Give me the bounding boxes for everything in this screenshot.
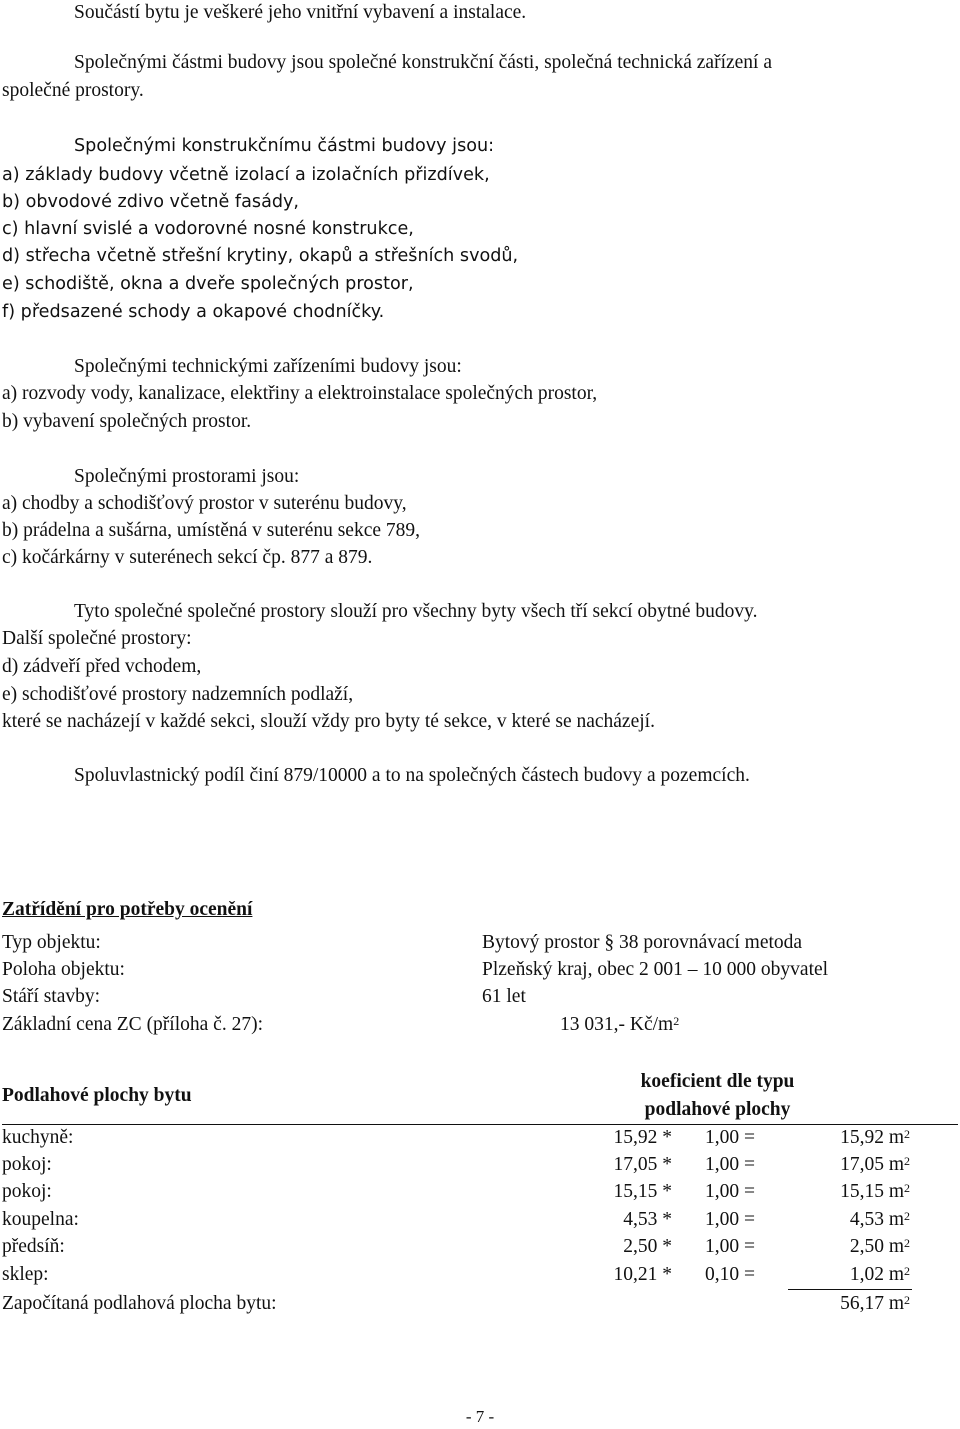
room-result: 17,05 $m^2$ [840, 1154, 910, 1175]
zatrideni-heading: Zatřídění pro potřeby ocenění [2, 899, 253, 920]
room-area: 4,53 * [623, 1209, 672, 1230]
paragraph-spoluvlastnicky-podil: Spoluvlastnický podíl činí 879/10000 a to na společných částech budovy a pozemcích. [74, 765, 750, 786]
room-result: 15,15 $m^2$ [840, 1181, 910, 1202]
sum-rule [788, 1289, 912, 1290]
poloha-objektu-label: Poloha objektu: [2, 959, 125, 980]
konstrukce-item: c) hlavní svislé a vodorovné nosné konstrukce, [2, 219, 414, 239]
room-area: 17,05 * [613, 1154, 672, 1175]
paragraph-ktere-se-nachazeji: které se nacházejí v každé sekci, slouží vždy pro byty té sekce, v které se nacházejí. [2, 711, 655, 732]
prostory-title: Společnými prostorami jsou: [74, 466, 300, 487]
room-name: sklep: [2, 1264, 49, 1285]
konstrukce-item: d) střecha včetně střešní krytiny, okapů a střešních svodů, [2, 246, 519, 266]
konstrukce-item: e) schodiště, okna a dveře společných prostor, [2, 274, 414, 294]
prostory-item: a) chodby a schodišťový prostor v suterénu budovy, [2, 493, 407, 514]
table-header-rule [2, 1124, 958, 1125]
stari-stavby-label: Stáří stavby: [2, 986, 101, 1007]
plochy-header-coef-line1: koeficient dle typu [640, 1071, 795, 1092]
zakladni-cena-label: Základní cena ZC (příloha č. 27): [2, 1014, 263, 1035]
konstrukce-item: a) základy budovy včetně izolací a izolačních přizdívek, [2, 165, 490, 185]
room-name: koupelna: [2, 1209, 79, 1230]
total-label: Započítaná podlahová plocha bytu: [2, 1293, 277, 1314]
poloha-objektu-value: Plzeňský kraj, obec 2 001 – 10 000 obyvatel [482, 959, 829, 980]
room-coefficient: 1,00 = [705, 1181, 755, 1202]
technicka-zarizeni-item: b) vybavení společných prostor. [2, 411, 252, 432]
typ-objektu-value: Bytový prostor § 38 porovnávací metoda [482, 932, 803, 953]
plochy-header-coef-line2: podlahové plochy [644, 1099, 791, 1120]
room-coefficient: 1,00 = [705, 1127, 755, 1148]
konstrukce-item: b) obvodové zdivo včetně fasády, [2, 192, 300, 212]
typ-objektu-label: Typ objektu: [2, 932, 101, 953]
room-result: 1,02 $m^2$ [849, 1264, 910, 1285]
plochy-header-left: Podlahové plochy bytu [2, 1085, 192, 1106]
zakladni-cena-value: 13 031,- $Kč/m^2$ [560, 1014, 680, 1035]
room-area: 15,92 * [613, 1127, 672, 1148]
technicka-zarizeni-item: a) rozvody vody, kanalizace, elektřiny a elektroinstalace společných prostor, [2, 383, 598, 404]
dalsi-prostory-item: e) schodišťové prostory nadzemních podlaží, [2, 684, 354, 705]
konstrukce-item: f) předsazené schody a okapové chodníčky. [2, 302, 385, 322]
page-number: - 7 - [465, 1407, 495, 1426]
room-coefficient: 0,10 = [705, 1264, 755, 1285]
room-coefficient: 1,00 = [705, 1236, 755, 1257]
room-name: předsíň: [2, 1236, 65, 1257]
room-name: pokoj: [2, 1181, 52, 1202]
stari-stavby-value: 61 let [482, 986, 526, 1007]
paragraph-soucasti: Součástí bytu je veškeré jeho vnitřní vybavení a instalace. [74, 2, 527, 23]
konstrukce-title: Společnými konstrukčnímu částmi budovy jsou: [74, 136, 495, 156]
paragraph-tyto-prostory: Tyto společné společné prostory slouží pro všechny byty všech tří sekcí obytné budovy. [74, 601, 758, 622]
technicka-zarizeni-title: Společnými technickými zařízeními budovy jsou: [74, 356, 462, 377]
room-coefficient: 1,00 = [705, 1154, 755, 1175]
room-area: 10,21 * [613, 1264, 672, 1285]
paragraph-spolecne-casti-cont: společné prostory. [2, 80, 144, 101]
room-area: 2,50 * [623, 1236, 672, 1257]
room-coefficient: 1,00 = [705, 1209, 755, 1230]
dalsi-prostory-item: d) zádveří před vchodem, [2, 656, 202, 677]
prostory-item: b) prádelna a sušárna, umístěná v suterénu sekce 789, [2, 520, 421, 541]
prostory-item: c) kočárkárny v suterénech sekcí čp. 877 a 879. [2, 547, 373, 568]
room-area: 15,15 * [613, 1181, 672, 1202]
paragraph-spolecne-casti: Společnými částmi budovy jsou společné konstrukční části, společná technická zařízení a [74, 52, 773, 73]
room-name: pokoj: [2, 1154, 52, 1175]
room-result: 15,92 $m^2$ [840, 1127, 910, 1148]
room-result: 4,53 $m^2$ [849, 1209, 910, 1230]
room-result: 2,50 $m^2$ [849, 1236, 910, 1257]
room-name: kuchyně: [2, 1127, 74, 1148]
total-value: 56,17 $m^2$ [840, 1293, 910, 1314]
dalsi-prostory-title: Další společné prostory: [2, 628, 192, 649]
